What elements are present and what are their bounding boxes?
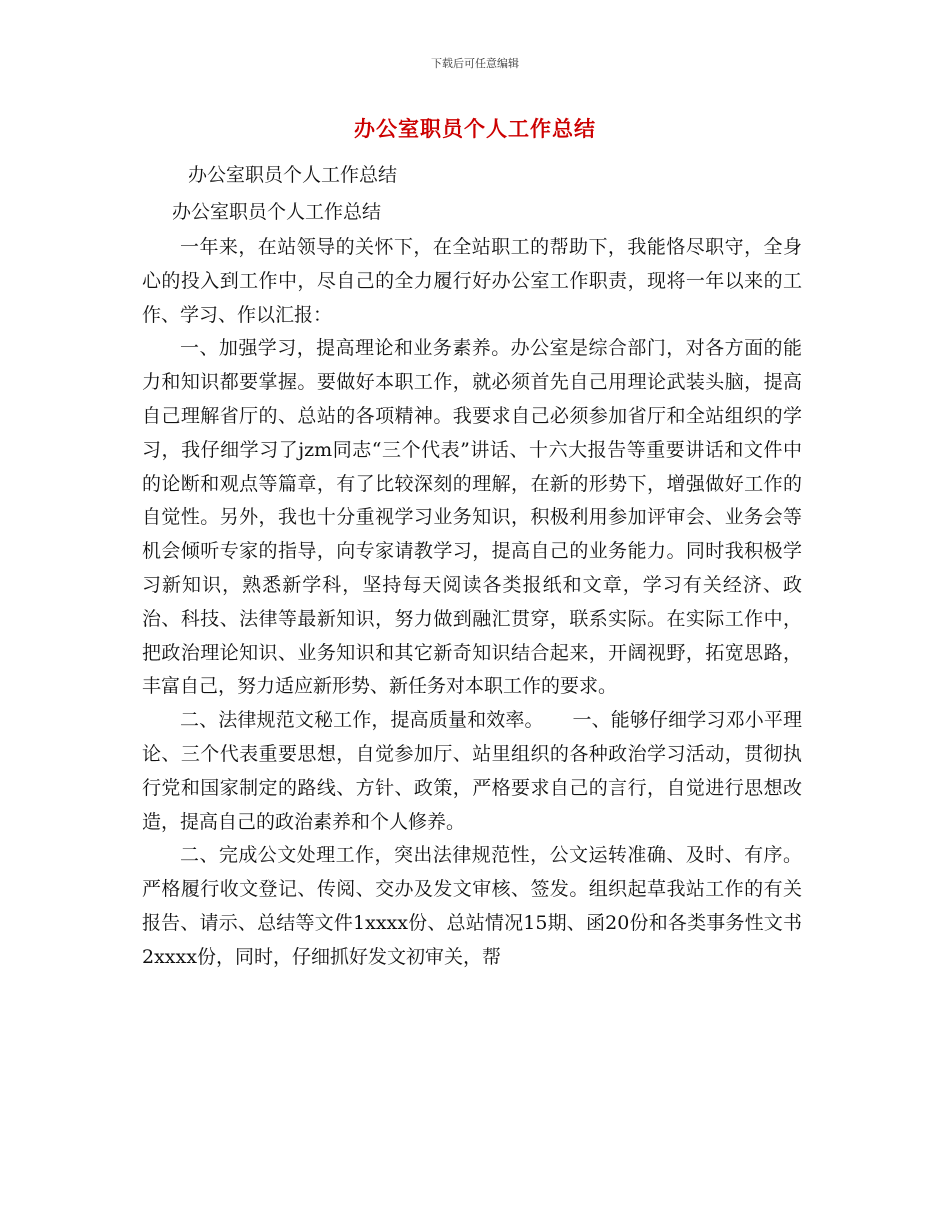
- paragraph-study: 一、加强学习，提高理论和业务素养。办公室是综合部门，对各方面的能力和知识都要掌握。要做好本职工作，就必须首先自己用理论武装头脑，提高自己理解省厅的、总站的各项精神。我要求自己必须参加省厅和全站组织的学习，我仔细学习了jzm同志“三个代表”讲话、十六大报告等重要讲话和文件中的论断和观点等篇章，有了比较深刻的理解，在新的形势下，增强做好工作的自觉性。另外，我也十分重视学习业务知识，积极利用参加评审会、业务会等机会倾听专家的指导，向专家请教学习，提高自己的业务能力。同时我积极学习新知识，熟悉新学科，坚持每天阅读各类报纸和文章，学习有关经济、政治、科技、法律等最新知识，努力做到融汇贯穿，联系实际。在实际工作中，把政治理论知识、业务知识和其它新奇知识结合起来，开阔视野，拓宽思路，丰富自己，努力适应新形势、新任务对本职工作的要求。: [142, 337, 802, 698]
- document-title: 办公室职员个人工作总结: [354, 117, 596, 141]
- header-note: 下载后可任意编辑: [431, 57, 519, 70]
- paragraph-documents: 二、完成公文处理工作，突出法律规范性，公文运转准确、及时、有序。严格履行收文登记、传阅、交办及发文审核、签发。组织起草我站工作的有关报告、请示、总结等文件1xxxx份、总站情况15期、函20份和各类事务性文书2xxxx份，同时，仔细抓好发文初审关，帮: [142, 844, 802, 968]
- document-body: [142, 231, 802, 975]
- document-subtitle-repeat: 办公室职员个人工作总结: [172, 201, 382, 223]
- paragraph-secretarial: 二、法律规范文秘工作，提高质量和效率。 一、能够仔细学习邓小平理论、三个代表重要思想，自觉参加厅、站里组织的各种政治学习活动，贯彻执行党和国家制定的路线、方针、政策，严格要求自己的言行，自觉进行思想改造，提高自己的政治素养和个人修养。: [142, 709, 802, 833]
- document-subtitle: 办公室职员个人工作总结: [188, 164, 398, 186]
- paragraph-intro: 一年来，在站领导的关怀下，在全站职工的帮助下，我能恪尽职守，全身心的投入到工作中，尽自己的全力履行好办公室工作职责，现将一年以来的工作、学习、作以汇报：: [142, 236, 802, 326]
